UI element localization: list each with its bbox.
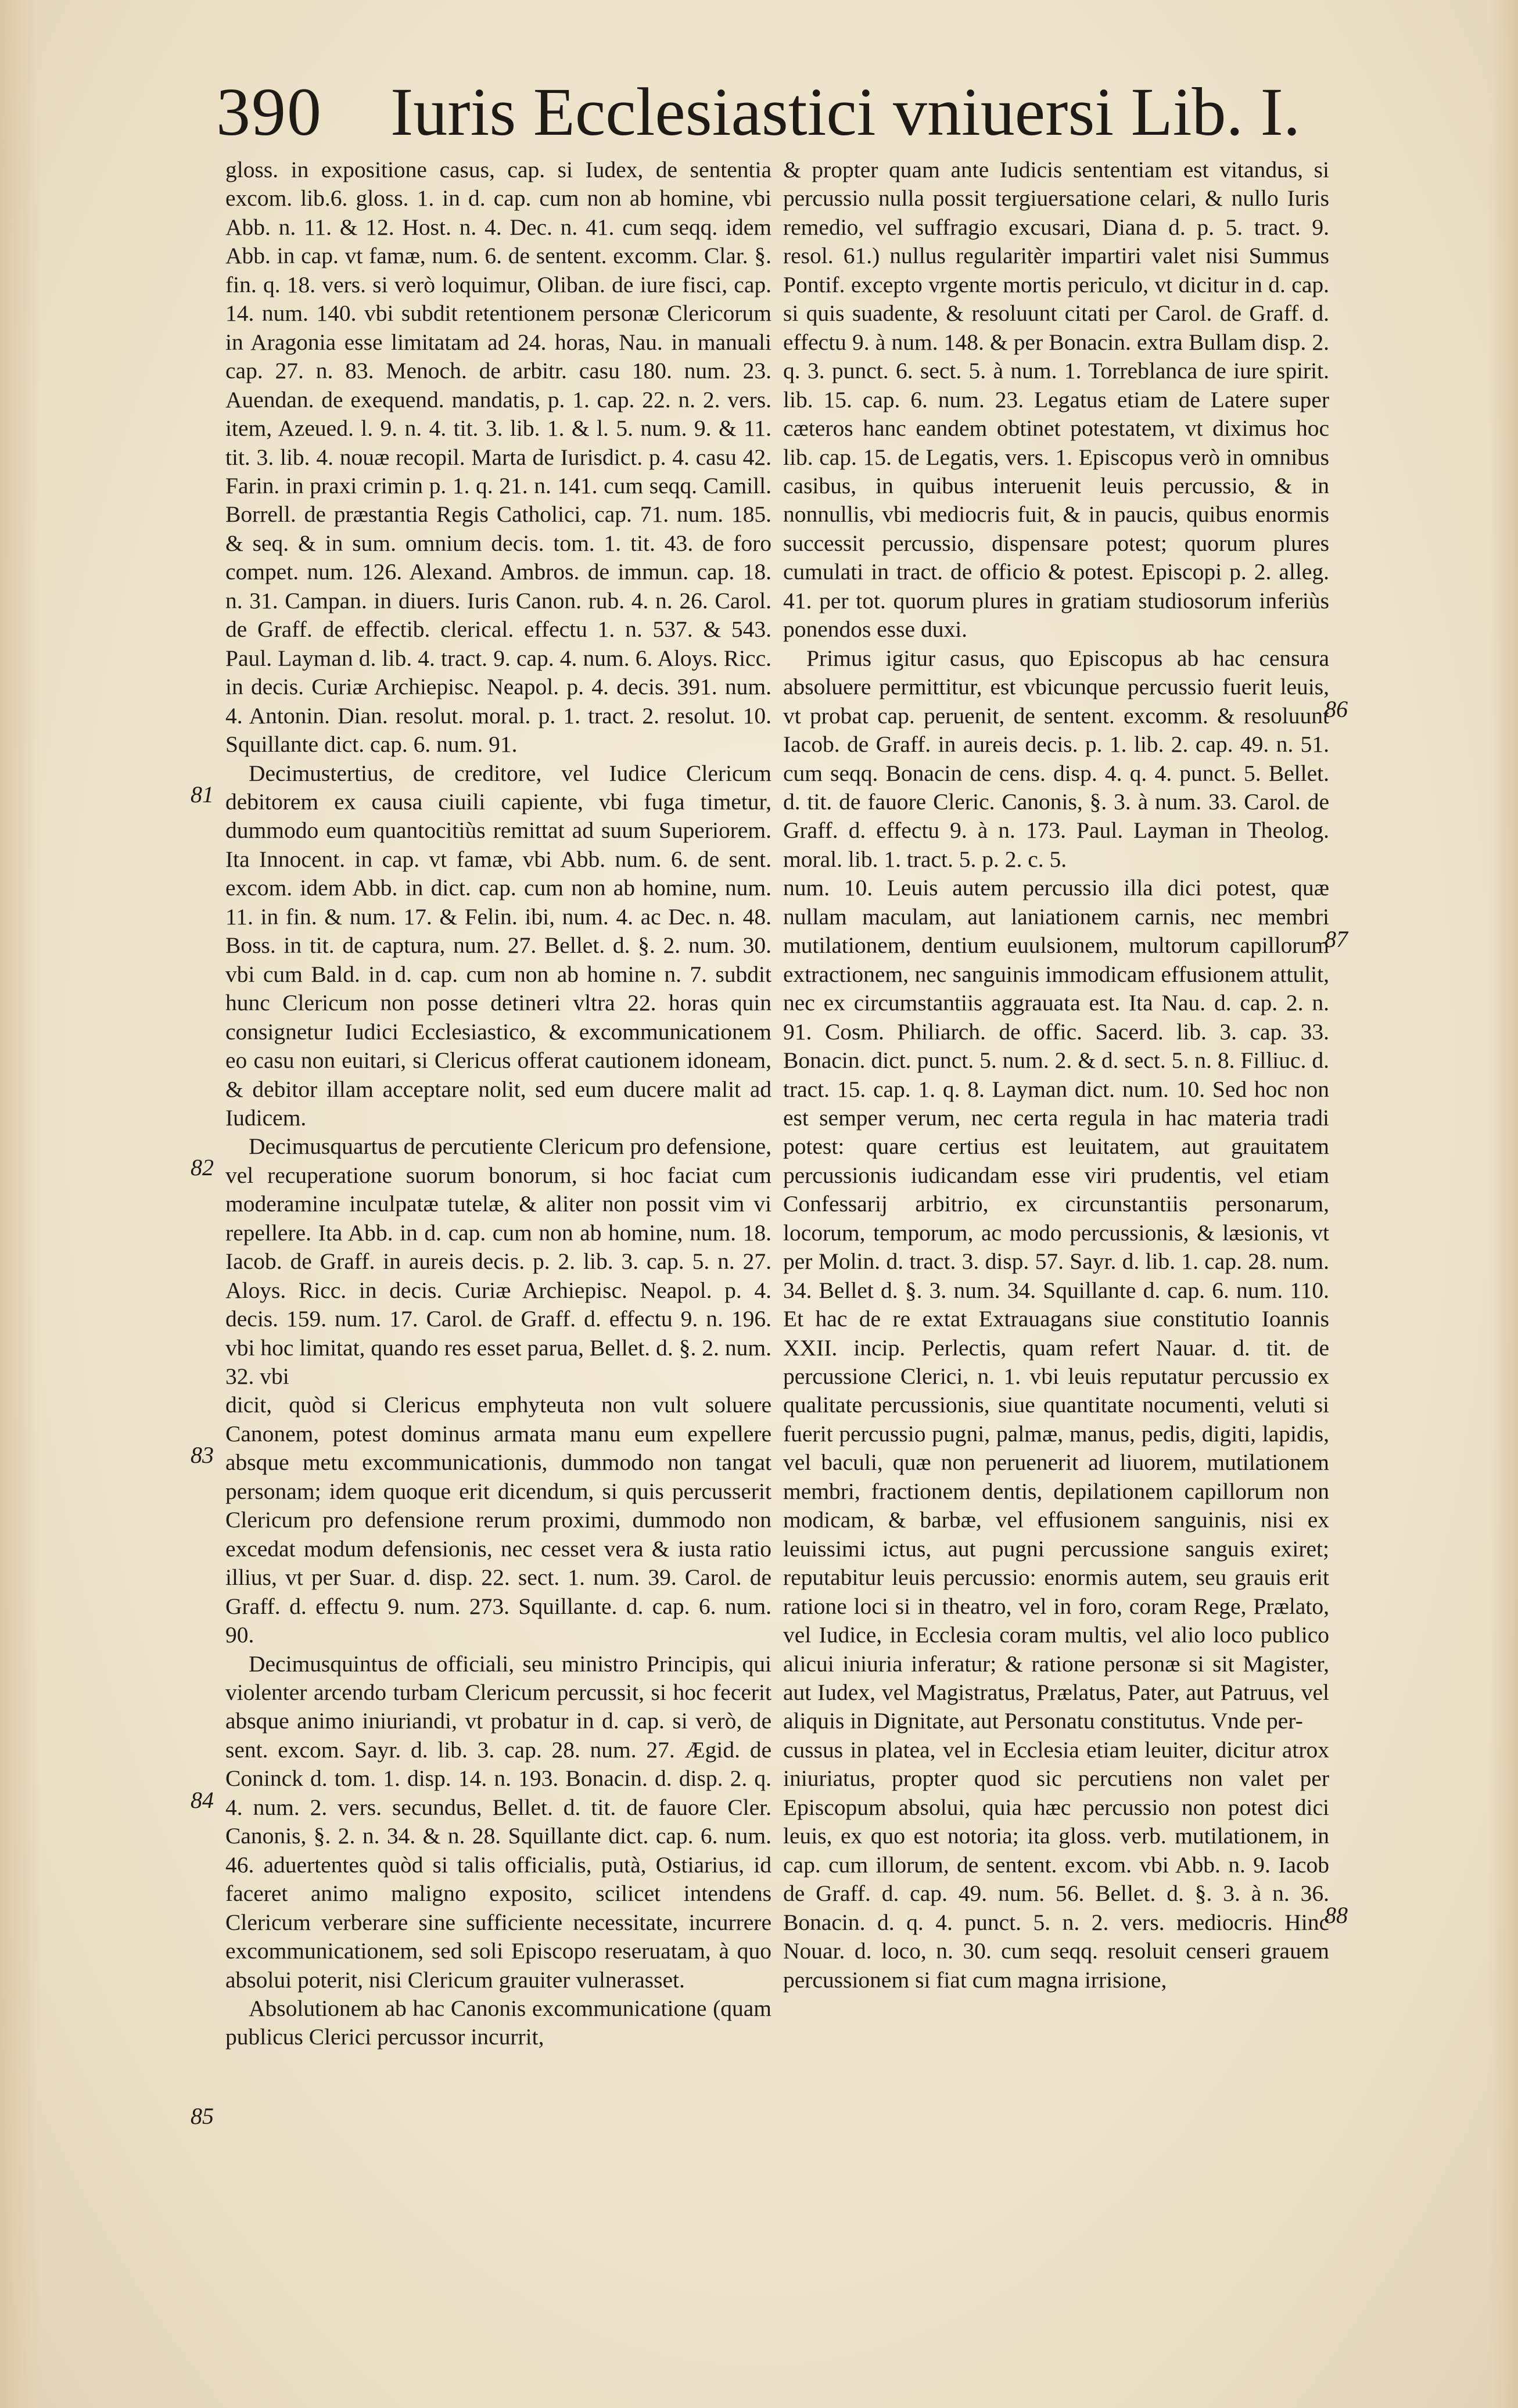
- paragraph: dicit, quòd si Clericus emphyteuta non vult soluere Canonem, potest dominus armata manu eum expellere absque metu excommunicationis, dummodo non tangat personam; idem quoque erit dicendum, si quis percusserit Clericum pro defensione rerum proximi, dummodo non excedat modum defensionis, nec cesset vera & iusta ratio illius, vt per Suar. d. disp. 22. sect. 1. num. 39. Carol. de Graff. d. effectu 9. num. 273. Squillante. d. cap. 6. num. 90.: [225, 1392, 771, 1648]
- paragraph: Decimusquintus de officiali, seu ministro Principis, qui violenter arcendo turbam Clericum percussit, si hoc fecerit absque animo iniuriandi, vt probatur in d. cap. si verò, de sent. excom. Sayr. d. lib. 3. cap. 28. num. 27. Ægid. de Coninck d. tom. 1. disp. 14. n. 193. Bonacin. d. disp. 2. q. 4. num. 2. vers. secundus, Bellet. d. tit. de fauore Cler. Canonis, §. 2. n. 34. & n. 28. Squillante dict. cap. 6. num. 46. aduertentes quòd si talis officialis, putà, Ostiarius, id faceret animo maligno exposito, scilicet intendens Clericum verberare sine sufficiente necessitate, incurrere excommunicationem, sed soli Episcopo reseruatam, à quo absolui poterit, nisi Clericum grauiter vulnerasset.: [225, 1650, 771, 1993]
- paragraph: gloss. in expositione casus, cap. si Iudex, de sententia excom. lib.6. gloss. 1. in d. cap. cum non ab homine, vbi Abb. n. 11. & 12. Host. n. 4. Dec. n. 41. cum seqq. idem Abb. in cap. vt famæ, num. 6. de sentent. excomm. Clar. §. fin. q. 18. vers. si verò loquimur, Oliban. de iure fisci, cap. 14. num. 140. vbi subdit retentionem personæ Clericorum in Aragonia esse limitatam ad 24. horas, Nau. in manuali cap. 27. n. 83. Menoch. de arbitr. casu 180. num. 23. Auendan. de exequend. mandatis, p. 1. cap. 22. n. 2. vers. item, Azeued. l. 9. n. 4. tit. 3. lib. 1. & l. 5. num. 9. & 11. tit. 3. lib. 4. nouæ recopil. Marta de Iurisdict. p. 4. casu 42. Farin. in praxi crimin p. 1. q. 21. n. 141. cum seqq. Camill. Borrell. de præstantia Regis Catholici, cap. 71. num. 185. & seq. & in sum. omnium decis. tom. 1. tit. 43. de foro compet. num. 126. Alexand. Ambros. de immun. cap. 18. n. 31. Campan. in diuers. Iuris Canon. rub. 4. n. 26. Carol. de Graff. de effectib. clerical. effectu 1. n. 537. & 543. Paul. Layman d. lib. 4. tract. 9. cap. 4. num. 6. Aloys. Ricc. in decis. Curiæ Archiepisc. Neapol. p. 4. decis. 391. num. 4. Antonin. Dian. resolut. moral. p. 1. tract. 2. resolut. 10. Squillante dict. cap. 6. num. 91.: [225, 157, 771, 758]
- page-edge-shadow: [1489, 0, 1518, 2408]
- margin-number: 86: [1325, 696, 1348, 722]
- paragraph: Primus igitur casus, quo Episcopus ab hac censura absoluere permittitur, est vbicunque percussio fuerit leuis, vt probat cap. peruenit, de sentent. excomm. & resoluunt Iacob. de Graff. in aureis decis. p. 1. lib. 2. cap. 49. n. 51. cum seqq. Bonacin de cens. disp. 4. q. 4. punct. 5. Bellet. d. tit. de fauore Cleric. Canonis, §. 3. à num. 33. Carol. de Graff. d. effectu 9. à n. 173. Paul. Layman in Theolog. moral. lib. 1. tract. 5. p. 2. c. 5.: [783, 645, 1329, 872]
- margin-number: 81: [191, 781, 214, 808]
- page-header: [216, 69, 1355, 156]
- paragraph: & propter quam ante Iudicis sententiam est vitandus, si percussio nulla possit tergiuersatione celari, & nullo Iuris remedio, vel suffragio excusari, Diana d. p. 5. tract. 9. resol. 61.) nullus regularitèr impartiri valet nisi Summus Pontif. excepto vrgente mortis periculo, vt dicitur in d. cap. si quis suadente, & resoluunt citati per Carol. de Graff. d. effectu 9. à num. 148. & per Bonacin. extra Bullam disp. 2. q. 3. punct. 6. sect. 5. à num. 1. Torreblanca de iure spirit. lib. 15. cap. 6. num. 23. Legatus etiam de Latere super cæteros hanc eandem obtinet potestatem, vt diximus hoc lib. cap. 15. de Legatis, vers. 1. Episcopus verò in omnibus casibus, in quibus interuenit leuis percussio, & in nonnullis, vbi mediocris fuit, & in paucis, quibus enormis successit percussio, dispensare potest; quorum plures cumulati in tract. de officio & potest. Episcopi p. 2. alleg. 41. per tot. quorum plures in gratiam studiosorum inferiùs ponendos esse duxi.: [783, 157, 1329, 643]
- paragraph: Decimusquartus de percutiente Clericum pro defensione, vel recuperatione suorum bonorum, si hoc faciat cum moderamine inculpatæ tutelæ, & aliter non possit vim vi repellere. Ita Abb. in d. cap. cum non ab homine, num. 18. Iacob. de Graff. in aureis decis. p. 2. lib. 3. cap. 5. n. 27. Aloys. Ricc. in decis. Curiæ Archiepisc. Neapol. p. 4. decis. 159. num. 17. Carol. de Graff. d. effectu 9. n. 196. vbi hoc limitat, quando res esset parua, Bellet. d. §. 2. num. 32. vbi: [225, 1133, 771, 1390]
- paragraph: cussus in platea, vel in Ecclesia etiam leuiter, dicitur atrox iniuriatus, propter quod sic percutiens non valet per Episcopum absolui, quia hæc percussio non potest dici leuis, ex quo est notoria; ita gloss. verb. mutilationem, in cap. cum illorum, de sentent. excom. vbi Abb. n. 9. Iacob de Graff. d. cap. 49. num. 56. Bellet. d. §. 3. à n. 36. Bonacin. d. q. 4. punct. 5. n. 2. vers. mediocris. Hinc Nouar. d. loco, n. 30. cum seqq. resoluit censeri grauem percussionem si fiat cum magna irrisione,: [783, 1736, 1329, 1993]
- page-number: 390: [216, 74, 322, 150]
- page-gutter-shadow: [0, 0, 41, 2408]
- running-title: Iuris Ecclesiastici vniuersi Lib. I.: [390, 74, 1301, 150]
- left-column: [225, 156, 771, 2052]
- margin-number: 84: [191, 1787, 214, 1813]
- paragraph: Decimustertius, de creditore, vel Iudice Clericum debitorem ex causa ciuili capiente, vbi fuga timetur, dummodo eum quantocitiùs remittat ad suum Superiorem. Ita Innocent. in cap. vt famæ, vbi Abb. num. 6. de sent. excom. idem Abb. in dict. cap. cum non ab homine, num. 11. in fin. & num. 17. & Felin. ibi, num. 4. ac Dec. n. 48. Boss. in tit. de captura, num. 27. Bellet. d. §. 2. num. 30. vbi cum Bald. in d. cap. cum non ab homine n. 7. subdit hunc Clericum non posse detineri vltra 22. horas quin consignetur Iudici Ecclesiastico, & excommunicationem eo casu non euitari, si Clericus offerat cautionem idoneam, & debitor illam acceptare nolit, sed eum ducere malit ad Iudicem.: [225, 760, 771, 1131]
- margin-number: 83: [191, 1442, 214, 1468]
- margin-number: 88: [1325, 1902, 1348, 1928]
- right-column: [783, 156, 1329, 1994]
- margin-number: 87: [1325, 926, 1348, 952]
- margin-number: 82: [191, 1154, 214, 1180]
- paragraph: Absolutionem ab hac Canonis excommunicatione (quam publicus Clerici percussor incurrit,: [225, 1996, 771, 2050]
- paragraph: num. 10. Leuis autem percussio illa dici potest, quæ nullam maculam, aut laniationem carnis, nec membri mutilationem, dentium euulsionem, multorum capillorum extractionem, nec sanguinis immodicam effusionem attulit, nec ex circumstantiis aggrauata est. Ita Nau. d. cap. 2. n. 91. Cosm. Philiarch. de offic. Sacerd. lib. 3. cap. 33. Bonacin. dict. punct. 5. num. 2. & d. sect. 5. n. 8. Filliuc. d. tract. 15. cap. 1. q. 8. Layman dict. num. 10. Sed hoc non est semper verum, nec certa regula in hac materia tradi potest: quare certius est leuitatem, aut grauitatem percussionis iudicandam esse viri prudentis, vel etiam Confessarij arbitrio, ex circunstantiis personarum, locorum, temporum, ac modo percussionis, & læsionis, vt per Molin. d. tract. 3. disp. 57. Sayr. d. lib. 1. cap. 28. num. 34. Bellet d. §. 3. num. 34. Squillante d. cap. 6. num. 110. Et hac de re extat Extrauagans siue constitutio Ioannis XXII. incip. Perlectis, quam refert Nauar. d. tit. de percussione Clerici, n. 1. vbi leuis reputatur percussio ex qualitate percussionis, siue quantitate nocumenti, veluti si fuerit percussio pugni, palmæ, manus, pedis, digiti, lapidis, vel baculi, quæ non peruenerit ad liuorem, mutilationem membri, fractionem dentis, depilationem capillorum non modicam, & barbæ, vel effusionem sanguinis, nisi ex leuissimi ictus, aut pugni percussione sanguis exiret; reputabitur leuis percussio: enormis autem, seu grauis erit ratione loci si in theatro, vel in foro, coram Rege, Prælato, vel Iudice, in Ecclesia coram multis, vel alio loco publico alicui iniuria inferatur; & ratione personæ si sit Magister, aut Iudex, vel Magistratus, Prælatus, Pater, aut Patruus, vel aliquis in Dignitate, aut Personatu constitutus. Vnde per-: [783, 875, 1329, 1734]
- margin-number: 85: [191, 2103, 214, 2129]
